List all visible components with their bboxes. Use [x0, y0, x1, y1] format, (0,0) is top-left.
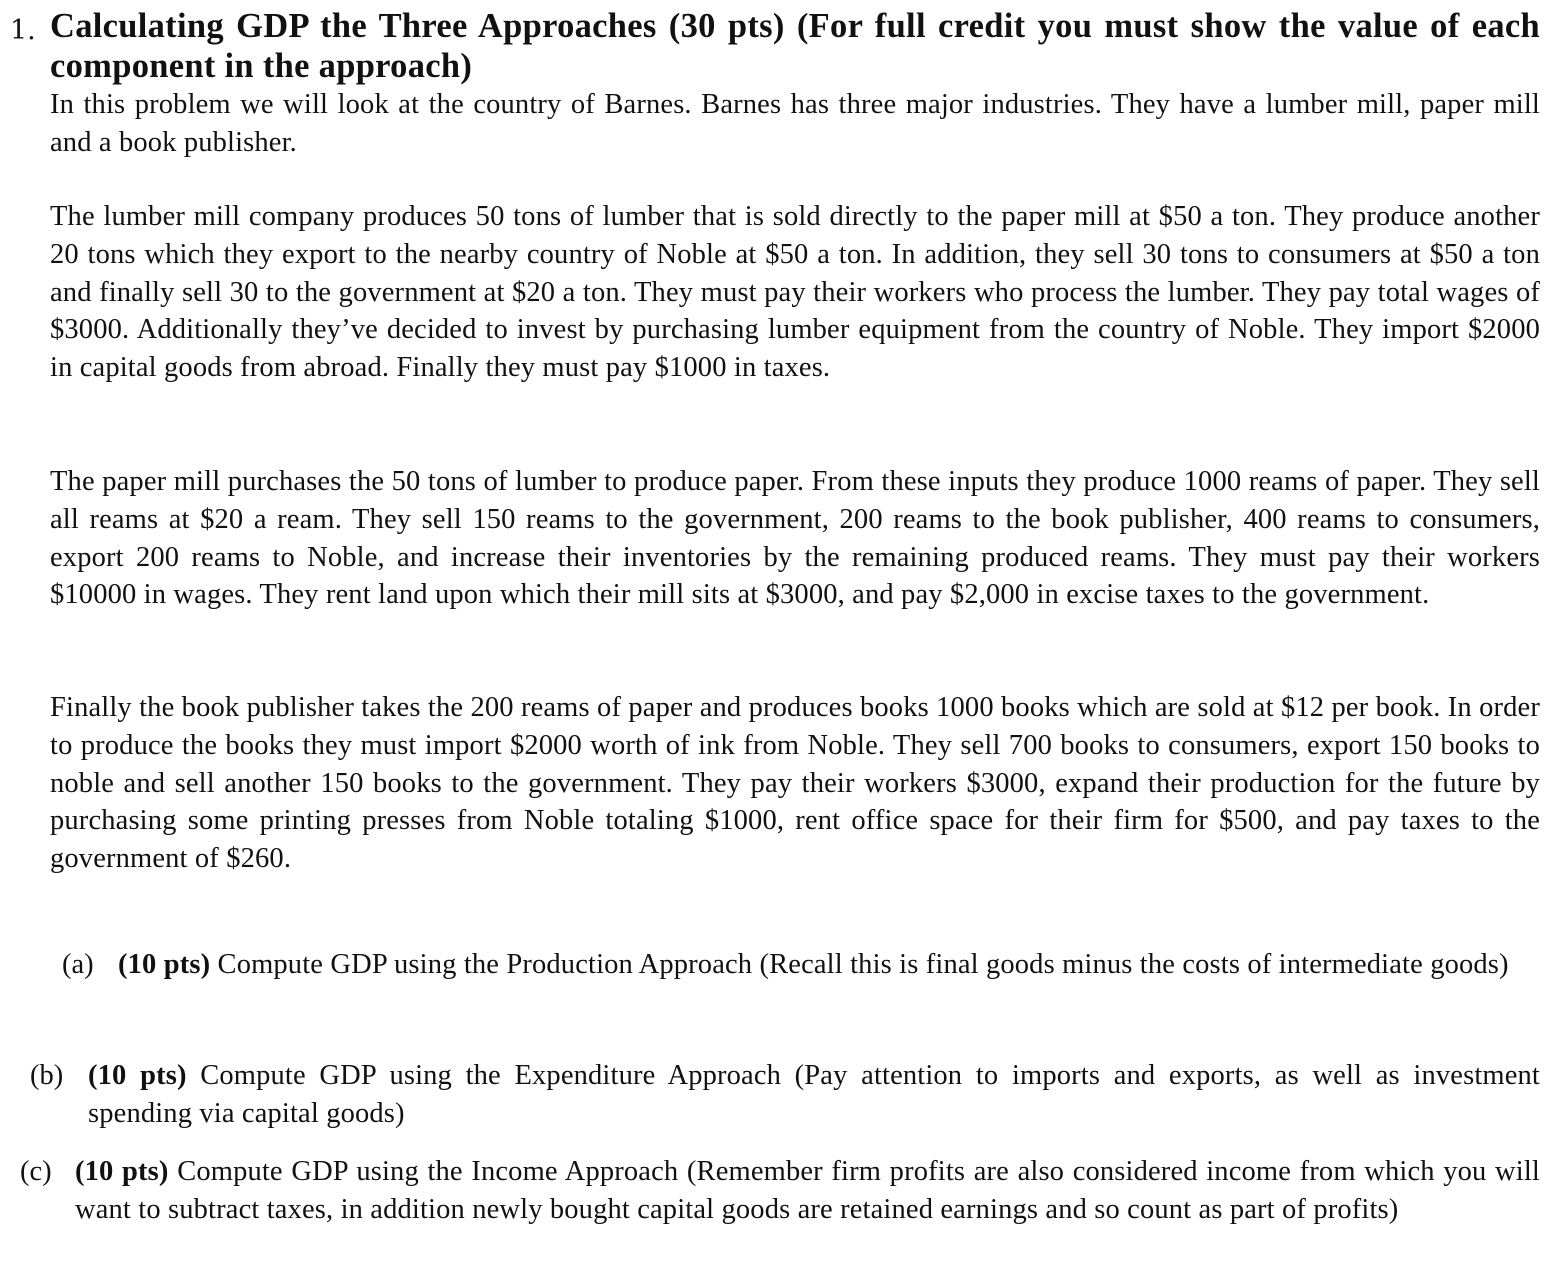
- intro-paragraph: In this problem we will look at the country of Barnes. Barnes has three major industries. They have a lumber mill, paper mill and a book publisher.: [50, 89, 1540, 158]
- part-a-prompt: Compute GDP using the Production Approach (Recall this is final goods minus the costs of intermediate goods): [217, 949, 1509, 980]
- part-c-points: (10 pts): [75, 1156, 169, 1187]
- part-a-points: (10 pts): [118, 949, 211, 980]
- question-number: 1.: [10, 15, 36, 46]
- part-b-prompt: Compute GDP using the Expenditure Approach (Pay attention to imports and exports, as well as investment spending via capital goods): [88, 1060, 1540, 1129]
- part-b-label: (b): [30, 1060, 64, 1091]
- part-a-label: (a): [62, 949, 94, 980]
- part-c-prompt: Compute GDP using the Income Approach (Remember firm profits are also considered income from which you will want to subtract taxes, in addition newly bought capital goods are retained earnings and so count as part of profits): [75, 1156, 1540, 1225]
- part-c-text: [75, 1153, 1540, 1229]
- book-publisher-paragraph: Finally the book publisher takes the 200 reams of paper and produces books 1000 books which are sold at $12 per book. In order to produce the books they must import $2000 worth of ink from Noble. They sell 700 books to consumers, export 150 books to noble and sell another 150 books to the government. They pay their workers $3000, expand their production for the future by purchasing some printing presses from Noble totaling $1000, rent office space for their firm for $500, and pay taxes to the government of $260.: [50, 692, 1540, 875]
- part-a-text: [118, 946, 1540, 984]
- lumber-mill-paragraph: The lumber mill company produces 50 tons of lumber that is sold directly to the paper mill at $50 a ton. They produce another 20 tons which they export to the nearby country of Noble at $50 a ton. In addition, they sell 30 tons to consumers at $50 a ton and finally sell 30 to the government at $20 a ton. They must pay their workers who process the lumber. They pay total wages of $3000. Additionally they’ve decided to invest by purchasing lumber equipment from the country of Noble. They import $2000 in capital goods from abroad. Finally they must pay $1000 in taxes.: [50, 201, 1540, 384]
- question-title: Calculating GDP the Three Approaches (30 pts) (For full credit you must show the value of each component in the approach): [50, 7, 1540, 85]
- part-b-points: (10 pts): [88, 1060, 187, 1091]
- part-c-label: (c): [20, 1156, 52, 1187]
- paper-mill-paragraph: The paper mill purchases the 50 tons of lumber to produce paper. From these inputs they produce 1000 reams of paper. They sell all reams at $20 a ream. They sell 150 reams to the government, 200 reams to the book publisher, 400 reams to consumers, export 200 reams to Noble, and increase their inventories by the remaining produced reams. They must pay their workers $10000 in wages. They rent land upon which their mill sits at $3000, and pay $2,000 in excise taxes to the government.: [50, 466, 1540, 611]
- part-b-text: [88, 1057, 1540, 1133]
